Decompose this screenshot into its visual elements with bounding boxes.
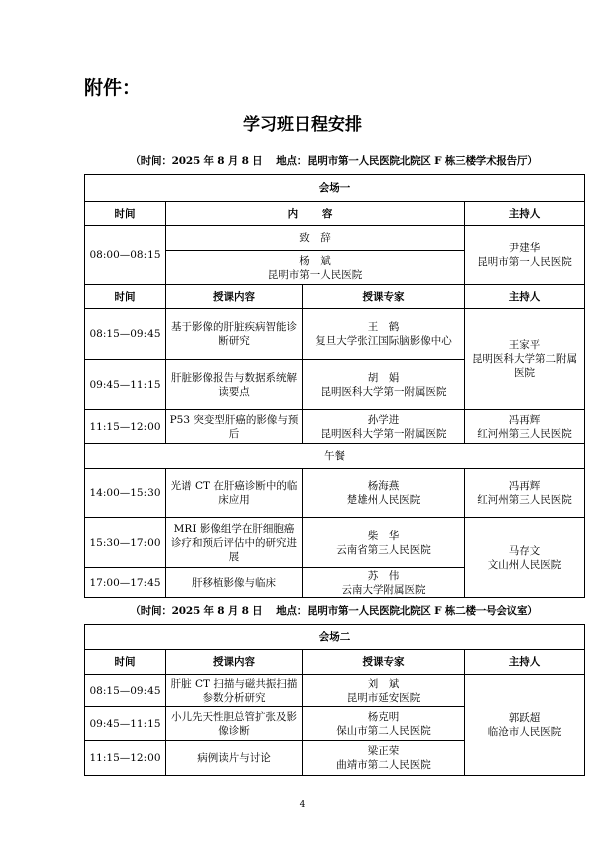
host-org: 红河州第三人民医院	[477, 427, 572, 440]
expert-org: 云南大学附属医院	[341, 583, 426, 596]
row-topic: 基于影像的肝脏疾病智能诊断研究	[166, 309, 303, 360]
table-row	[85, 469, 585, 518]
session1-schedule-table	[84, 174, 585, 598]
expert-name: 梁正荣	[367, 745, 400, 757]
host-org: 临沧市人民医院	[487, 726, 562, 738]
host-name: 尹建华	[508, 242, 541, 254]
host-name: 冯再辉	[508, 480, 541, 492]
row-time: 09:45—11:15	[85, 360, 166, 410]
opening-speaker	[166, 251, 465, 285]
host-name: 王家平	[508, 339, 541, 351]
hall-title: 会场一	[85, 175, 585, 202]
page-number: 4	[299, 800, 306, 810]
expert-name: 王 鹤	[367, 321, 400, 333]
row-time: 15:30—17:00	[85, 518, 166, 568]
attachment-label: 附件：	[84, 77, 142, 99]
host-org: 昆明医科大学第二附属医院	[472, 353, 577, 379]
host-org: 文山州人民医院	[487, 558, 562, 571]
row-host	[465, 410, 585, 444]
expert-name: 杨海燕	[367, 480, 400, 492]
host-name: 冯再辉	[508, 413, 541, 426]
lunch-row	[85, 444, 585, 469]
row-time: 08:15—09:45	[85, 309, 166, 360]
row-expert	[303, 518, 465, 568]
row-topic: 肝移植影像与临床	[166, 568, 303, 598]
opening-time: 08:00—08:15	[85, 226, 166, 285]
document-title: 学习班日程安排	[243, 115, 362, 135]
row-host	[465, 469, 585, 518]
row-expert	[303, 568, 465, 598]
row-topic: 病例读片与讨论	[166, 741, 303, 776]
session2-schedule-table	[84, 624, 585, 776]
host-name: 马存文	[508, 544, 541, 557]
table-row	[85, 226, 585, 251]
row-time: 09:45—11:15	[85, 707, 166, 741]
table-row	[85, 518, 585, 568]
header-topic: 授课内容	[166, 285, 303, 309]
expert-org: 复旦大学张江国际脑影像中心	[315, 335, 452, 347]
expert-org: 曲靖市第二人民医院	[336, 759, 431, 771]
header-expert: 授课专家	[303, 650, 465, 675]
row-time: 08:15—09:45	[85, 675, 166, 707]
row-expert	[303, 741, 465, 776]
row-expert	[303, 309, 465, 360]
row-topic: 小儿先天性胆总管扩张及影像诊断	[166, 707, 303, 741]
row-topic: MRI 影像组学在肝细胞癌诊疗和预后评估中的研究进展	[166, 518, 303, 568]
row-topic: 肝脏 CT 扫描与磁共振扫描参数分析研究	[166, 675, 303, 707]
expert-name: 杨克明	[367, 710, 400, 723]
hall-title: 会场二	[85, 625, 585, 650]
row-expert	[303, 707, 465, 741]
header-host: 主持人	[465, 285, 585, 309]
expert-org: 昆明医科大学第一附属医院	[320, 427, 447, 440]
expert-name: 孙学进	[367, 413, 400, 426]
expert-name: 刘 斌	[367, 677, 400, 690]
table-row	[85, 309, 585, 360]
expert-org: 保山市第二人民医院	[336, 724, 431, 737]
header-time: 时间	[85, 285, 166, 309]
row-topic: 光谱 CT 在肝癌诊断中的临床应用	[166, 469, 303, 518]
table-header-row	[85, 650, 585, 675]
header-host: 主持人	[465, 202, 585, 226]
row-time: 14:00—15:30	[85, 469, 166, 518]
header-host: 主持人	[465, 650, 585, 675]
row-time: 11:15—12:00	[85, 741, 166, 776]
lunch-label: 午餐	[85, 444, 585, 469]
row-time: 11:15—12:00	[85, 410, 166, 444]
expert-name: 苏 伟	[367, 569, 400, 582]
table-header-row	[85, 202, 585, 226]
row-host	[465, 518, 585, 598]
speaker-name: 杨 斌	[299, 254, 331, 267]
host-name: 郭跃超	[508, 712, 541, 724]
row-host	[465, 675, 585, 776]
table-row	[85, 675, 585, 707]
row-expert	[303, 360, 465, 410]
host-org: 昆明市第一人民医院	[477, 256, 572, 268]
row-expert	[303, 675, 465, 707]
row-expert	[303, 410, 465, 444]
expert-org: 楚雄州人民医院	[346, 494, 421, 506]
speaker-org: 昆明市第一人民医院	[267, 268, 363, 281]
expert-name: 柴 华	[367, 529, 400, 542]
table-row	[85, 410, 585, 444]
expert-org: 云南省第三人民医院	[336, 543, 431, 556]
header-time: 时间	[85, 650, 166, 675]
expert-org: 昆明医科大学第一附属医院	[320, 385, 447, 398]
header-time: 时间	[85, 202, 166, 226]
expert-name: 胡 娟	[367, 371, 400, 384]
header-content: 内 容	[166, 202, 465, 226]
expert-org: 昆明市延安医院	[346, 691, 421, 704]
row-time: 17:00—17:45	[85, 568, 166, 598]
row-host	[465, 309, 585, 410]
header-expert: 授课专家	[303, 285, 465, 309]
session2-info: （时间：2025 年 8 月 8 日 地点：昆明市第一人民医院北院区 F 栋二楼一号会议室）	[130, 605, 538, 617]
row-topic: 肝脏影像报告与数据系统解读要点	[166, 360, 303, 410]
row-topic: P53 突变型肝癌的影像与预后	[166, 410, 303, 444]
row-expert	[303, 469, 465, 518]
table-header-row	[85, 285, 585, 309]
opening-host	[465, 226, 585, 285]
host-org: 红河州第三人民医院	[477, 494, 572, 506]
header-topic: 授课内容	[166, 650, 303, 675]
session1-info: （时间：2025 年 8 月 8 日 地点：昆明市第一人民医院北院区 F 栋三楼学术报告厅）	[130, 155, 538, 167]
opening-speech: 致 辞	[166, 226, 465, 251]
